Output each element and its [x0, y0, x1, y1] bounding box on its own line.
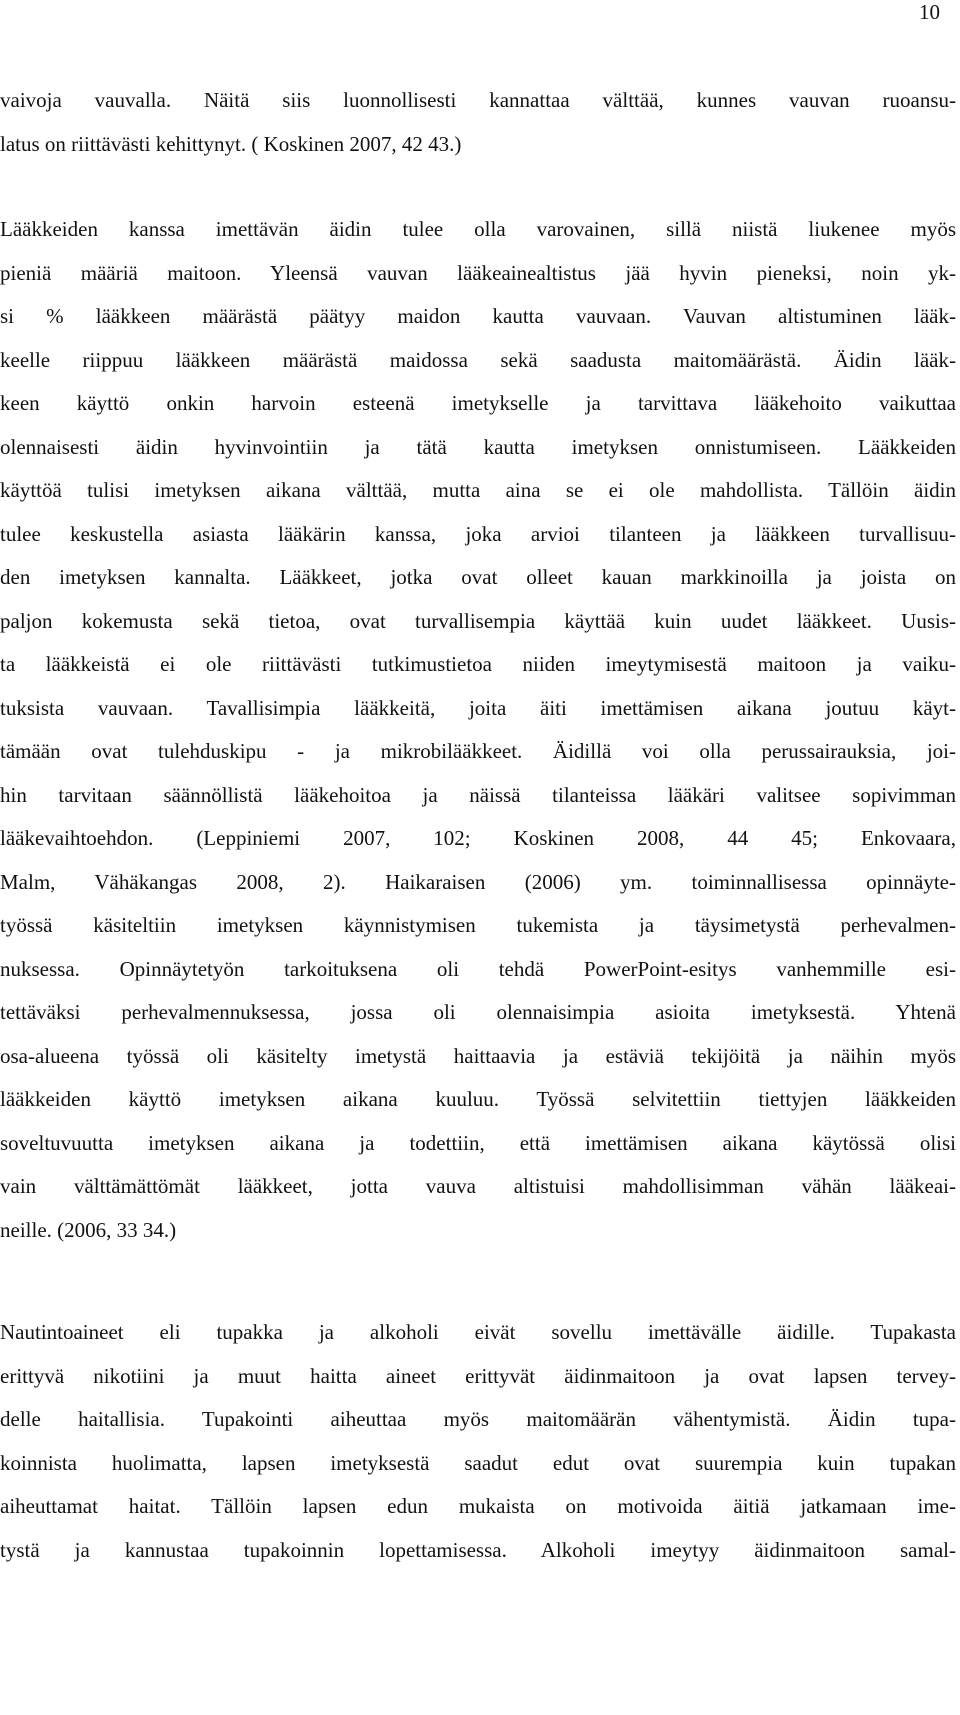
text-line: delle haitallisia. Tupakointi aiheuttaa myös maitomäärän vähentymistä. Äidin tupa-: [0, 1407, 956, 1431]
paragraph-1: [0, 79, 960, 166]
text-line: soveltuvuutta imetyksen aikana ja todettiin, että imettämisen aikana käytössä olisi: [0, 1130, 956, 1155]
text-line: Lääkkeiden kanssa imettävän äidin tulee olla varovainen, sillä niistä liukenee myös: [0, 217, 956, 241]
text-line: tuksista vauvaan. Tavallisimpia lääkkeitä, joita äiti imettämisen aikana joutuu käyt-: [0, 695, 956, 720]
text-line: tystä ja kannustaa tupakoinnin lopettamisessa. Alkoholi imeytyy äidinmaitoon samal-: [0, 1537, 956, 1562]
text-line: Nautintoaineet eli tupakka ja alkoholi eivät sovellu imettävälle äidille. Tupakasta: [0, 1320, 956, 1344]
text-line: käyttöä tulisi imetyksen aikana välttää, mutta aina se ei ole mahdollista. Tällöin äidin: [0, 478, 956, 502]
text-line: olennaisesti äidin hyvinvointiin ja tätä kautta imetyksen onnistumiseen. Lääkkeiden: [0, 434, 956, 459]
text-line: vaivoja vauvalla. Näitä siis luonnollisesti kannattaa välttää, kunnes vauvan ruoansu-: [0, 88, 956, 112]
text-line: keelle riippuu lääkkeen määrästä maidossa sekä saadusta maitomäärästä. Äidin lääk-: [0, 347, 956, 372]
text-line: erittyvä nikotiini ja muut haitta aineet erittyvät äidinmaitoon ja ovat lapsen tervey-: [0, 1363, 956, 1388]
text-line: nuksessa. Opinnäytetyön tarkoituksena oli tehdä PowerPoint-esitys vanhemmille esi-: [0, 956, 956, 981]
text-line: aiheuttamat haitat. Tällöin lapsen edun mukaista on motivoida äitiä jatkamaan ime-: [0, 1494, 956, 1518]
text-line: si % lääkkeen määrästä päätyy maidon kautta vauvaan. Vauvan altistuminen lääk-: [0, 304, 956, 328]
paragraph-2: [0, 208, 960, 1252]
page-number: 10: [919, 0, 940, 24]
text-line: Malm, Vähäkangas 2008, 2). Haikaraisen (2006) ym. toiminnallisessa opinnäyte-: [0, 869, 956, 894]
text-line: ta lääkkeistä ei ole riittävästi tutkimustietoa niiden imeytymisestä maitoon ja vaiku-: [0, 652, 956, 676]
text-line: koinnista huolimatta, lapsen imetyksestä saadut edut ovat suurempia kuin tupakan: [0, 1450, 956, 1475]
text-line: osa-alueena työssä oli käsitelty imetystä haittaavia ja estäviä tekijöitä ja näihin myös: [0, 1043, 956, 1068]
text-line: lääkkeiden käyttö imetyksen aikana kuuluu. Työssä selvitettiin tiettyjen lääkkeiden: [0, 1087, 956, 1111]
text-line: latus on riittävästi kehittynyt. ( Koskinen 2007, 42 43.): [0, 131, 462, 156]
text-line: tulee keskustella asiasta lääkärin kanssa, joka arvioi tilanteen ja lääkkeen turvallisuu-: [0, 521, 956, 546]
text-line: pieniä määriä maitoon. Yleensä vauvan lääkeainealtistus jää hyvin pieneksi, noin yk-: [0, 260, 956, 285]
text-line: paljon kokemusta sekä tietoa, ovat turvallisempia käyttää kuin uudet lääkkeet. Uusis-: [0, 608, 956, 633]
text-line: neille. (2006, 33 34.): [0, 1217, 177, 1242]
text-line: tämään ovat tulehduskipu - ja mikrobilääkkeet. Äidillä voi olla perussairauksia, joi-: [0, 739, 956, 763]
paragraph-3: [0, 1311, 960, 1572]
text-line: lääkevaihtoehdon. (Leppiniemi 2007, 102; Koskinen 2008, 44 45; Enkovaara,: [0, 826, 956, 850]
text-line: vain välttämättömät lääkkeet, jotta vauva altistuisi mahdollisimman vähän lääkeai-: [0, 1174, 956, 1198]
text-line: hin tarvitaan säännöllistä lääkehoitoa ja näissä tilanteissa lääkäri valitsee sopivimman: [0, 782, 956, 807]
text-line: työssä käsiteltiin imetyksen käynnistymisen tukemista ja täysimetystä perhevalmen-: [0, 913, 956, 937]
text-line: den imetyksen kannalta. Lääkkeet, jotka ovat olleet kauan markkinoilla ja joista on: [0, 565, 956, 589]
text-line: keen käyttö onkin harvoin esteenä imetykselle ja tarvittava lääkehoito vaikuttaa: [0, 391, 956, 415]
text-line: tettäväksi perhevalmennuksessa, jossa oli olennaisimpia asioita imetyksestä. Yhtenä: [0, 1000, 956, 1024]
